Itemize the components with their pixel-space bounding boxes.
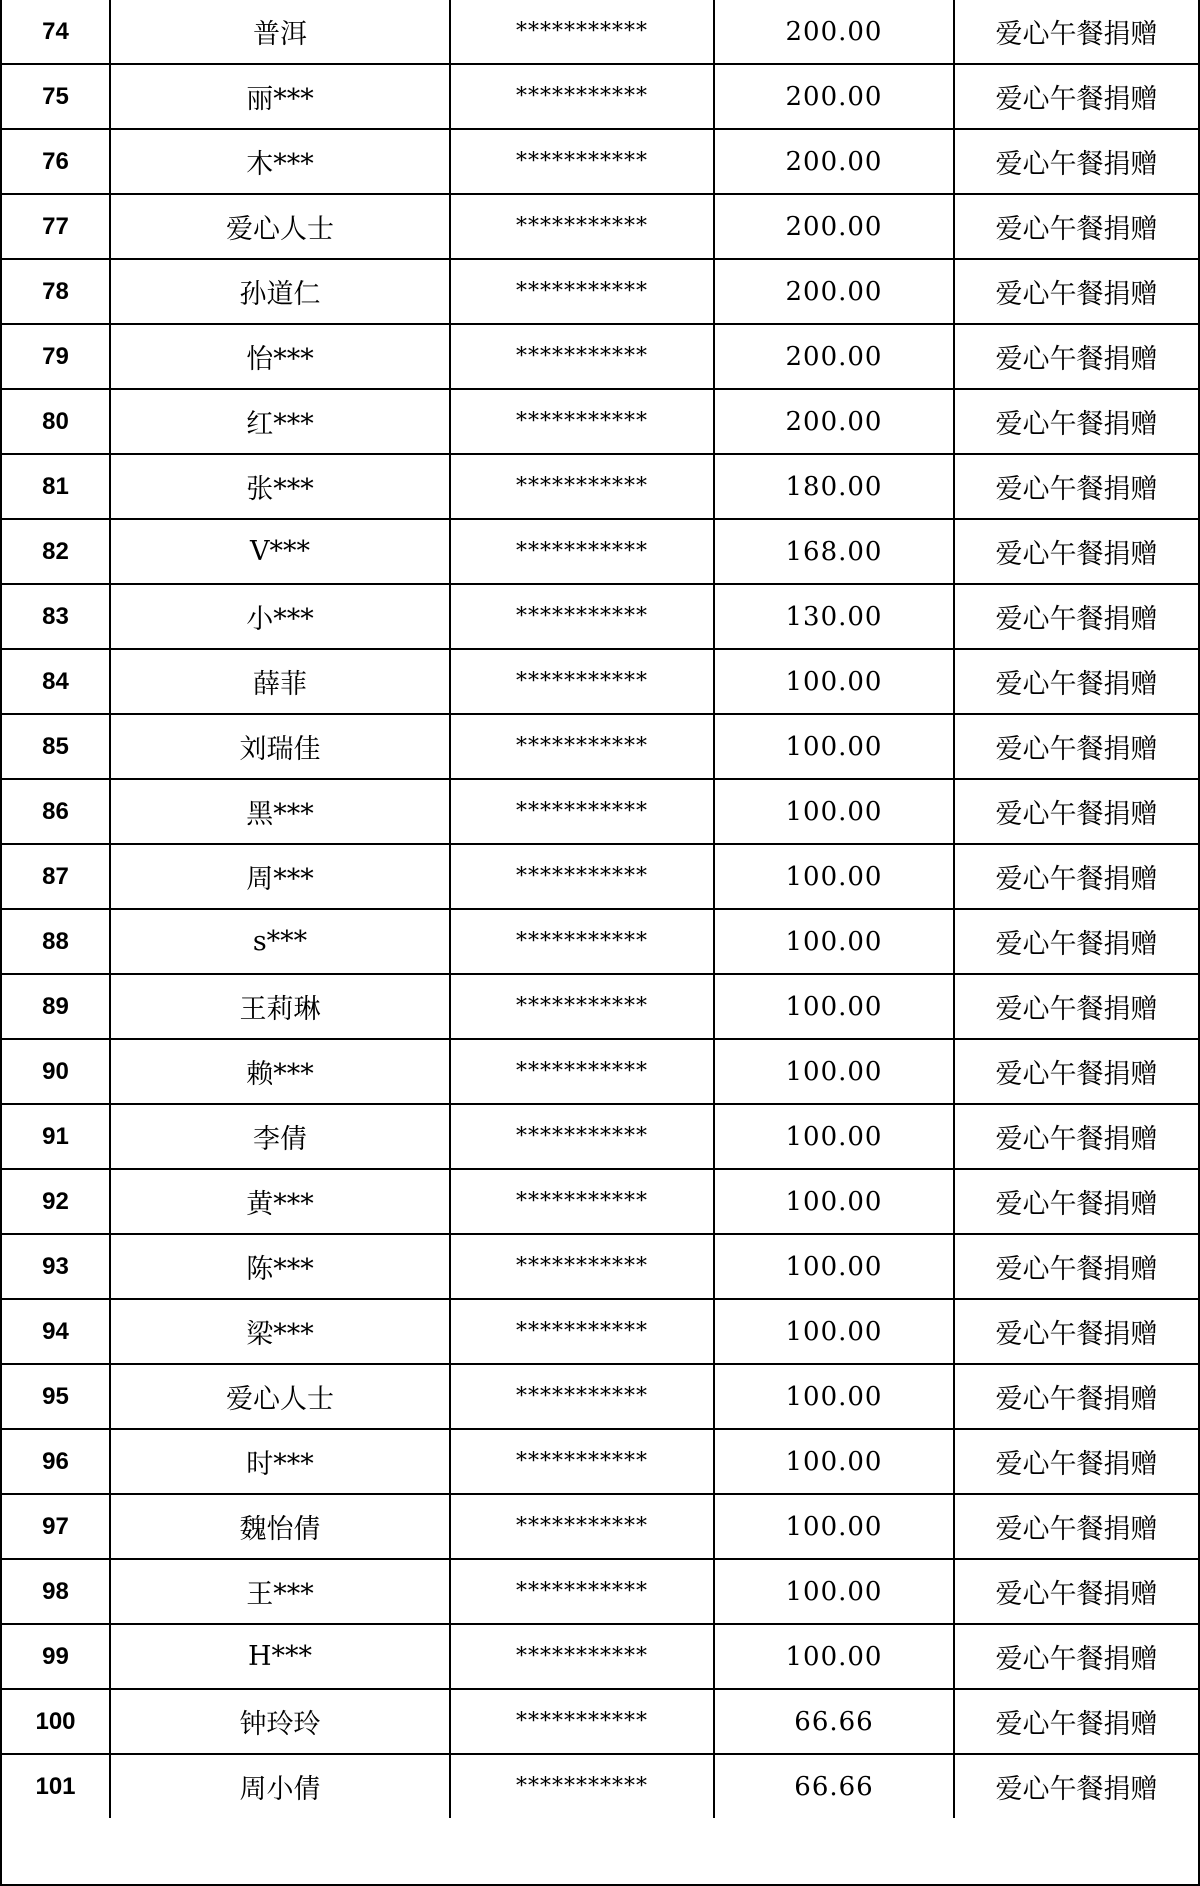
cell-serial-number: 98: [2, 1559, 110, 1624]
cell-amount: 100.00: [714, 1364, 954, 1429]
table-row: [2, 1494, 1198, 1559]
cell-serial-number: 82: [2, 519, 110, 584]
cell-amount: 100.00: [714, 909, 954, 974]
cell-donor-name: 魏怡倩: [110, 1494, 450, 1559]
cell-amount: 200.00: [714, 324, 954, 389]
cell-donor-name: H***: [110, 1624, 450, 1689]
cell-masked-id: ***********: [450, 1559, 714, 1624]
cell-serial-number: 93: [2, 1234, 110, 1299]
cell-purpose: 爱心午餐捐赠: [954, 1234, 1198, 1299]
table-row: [2, 844, 1198, 909]
cell-serial-number: 78: [2, 259, 110, 324]
table-row: [2, 64, 1198, 129]
cell-purpose: 爱心午餐捐赠: [954, 1039, 1198, 1104]
cell-masked-id: ***********: [450, 974, 714, 1039]
cell-donor-name: 时***: [110, 1429, 450, 1494]
table-row: [2, 1689, 1198, 1754]
cell-masked-id: ***********: [450, 1299, 714, 1364]
cell-serial-number: 83: [2, 584, 110, 649]
cell-serial-number: 89: [2, 974, 110, 1039]
donation-table-body: [2, 0, 1198, 1818]
cell-purpose: 爱心午餐捐赠: [954, 0, 1198, 64]
cell-amount: 100.00: [714, 714, 954, 779]
cell-purpose: 爱心午餐捐赠: [954, 1299, 1198, 1364]
table-row: [2, 389, 1198, 454]
cell-masked-id: ***********: [450, 454, 714, 519]
cell-purpose: 爱心午餐捐赠: [954, 64, 1198, 129]
cell-donor-name: 爱心人士: [110, 1364, 450, 1429]
cell-masked-id: ***********: [450, 1689, 714, 1754]
cell-serial-number: 96: [2, 1429, 110, 1494]
cell-purpose: 爱心午餐捐赠: [954, 584, 1198, 649]
cell-masked-id: ***********: [450, 1104, 714, 1169]
cell-serial-number: 87: [2, 844, 110, 909]
table-row: [2, 1429, 1198, 1494]
cell-purpose: 爱心午餐捐赠: [954, 259, 1198, 324]
cell-serial-number: 100: [2, 1689, 110, 1754]
cell-purpose: 爱心午餐捐赠: [954, 649, 1198, 714]
cell-amount: 100.00: [714, 649, 954, 714]
cell-donor-name: 普洱: [110, 0, 450, 64]
table-row: [2, 1624, 1198, 1689]
cell-amount: 100.00: [714, 1169, 954, 1234]
cell-serial-number: 75: [2, 64, 110, 129]
cell-purpose: 爱心午餐捐赠: [954, 1754, 1198, 1818]
table-row: [2, 974, 1198, 1039]
cell-serial-number: 79: [2, 324, 110, 389]
cell-purpose: 爱心午餐捐赠: [954, 519, 1198, 584]
cell-masked-id: ***********: [450, 1624, 714, 1689]
cell-serial-number: 86: [2, 779, 110, 844]
cell-amount: 200.00: [714, 389, 954, 454]
table-row: [2, 1039, 1198, 1104]
cell-serial-number: 94: [2, 1299, 110, 1364]
cell-masked-id: ***********: [450, 324, 714, 389]
cell-masked-id: ***********: [450, 259, 714, 324]
cell-purpose: 爱心午餐捐赠: [954, 194, 1198, 259]
cell-masked-id: ***********: [450, 1754, 714, 1818]
cell-serial-number: 88: [2, 909, 110, 974]
cell-serial-number: 95: [2, 1364, 110, 1429]
cell-amount: 100.00: [714, 779, 954, 844]
cell-donor-name: s***: [110, 909, 450, 974]
cell-donor-name: 王***: [110, 1559, 450, 1624]
cell-donor-name: 薛菲: [110, 649, 450, 714]
cell-amount: 100.00: [714, 844, 954, 909]
cell-purpose: 爱心午餐捐赠: [954, 1104, 1198, 1169]
table-row: [2, 1754, 1198, 1818]
cell-purpose: 爱心午餐捐赠: [954, 1494, 1198, 1559]
table-row: [2, 259, 1198, 324]
cell-masked-id: ***********: [450, 1169, 714, 1234]
cell-purpose: 爱心午餐捐赠: [954, 129, 1198, 194]
cell-donor-name: 周***: [110, 844, 450, 909]
cell-purpose: 爱心午餐捐赠: [954, 714, 1198, 779]
cell-amount: 200.00: [714, 0, 954, 64]
cell-amount: 100.00: [714, 1299, 954, 1364]
cell-masked-id: ***********: [450, 0, 714, 64]
cell-masked-id: ***********: [450, 714, 714, 779]
cell-serial-number: 85: [2, 714, 110, 779]
cell-masked-id: ***********: [450, 1364, 714, 1429]
table-row: [2, 324, 1198, 389]
cell-serial-number: 84: [2, 649, 110, 714]
cell-amount: 200.00: [714, 129, 954, 194]
cell-purpose: 爱心午餐捐赠: [954, 1429, 1198, 1494]
table-row: [2, 0, 1198, 64]
cell-masked-id: ***********: [450, 129, 714, 194]
cell-amount: 100.00: [714, 1494, 954, 1559]
cell-masked-id: ***********: [450, 1494, 714, 1559]
cell-serial-number: 81: [2, 454, 110, 519]
cell-purpose: 爱心午餐捐赠: [954, 1624, 1198, 1689]
cell-serial-number: 92: [2, 1169, 110, 1234]
cell-amount: 200.00: [714, 64, 954, 129]
cell-purpose: 爱心午餐捐赠: [954, 779, 1198, 844]
cell-masked-id: ***********: [450, 844, 714, 909]
cell-masked-id: ***********: [450, 1429, 714, 1494]
cell-serial-number: 91: [2, 1104, 110, 1169]
table-row: [2, 779, 1198, 844]
cell-donor-name: 钟玲玲: [110, 1689, 450, 1754]
table-row: [2, 194, 1198, 259]
cell-masked-id: ***********: [450, 1039, 714, 1104]
cell-purpose: 爱心午餐捐赠: [954, 324, 1198, 389]
cell-serial-number: 74: [2, 0, 110, 64]
table-row: [2, 649, 1198, 714]
cell-donor-name: 陈***: [110, 1234, 450, 1299]
cell-purpose: 爱心午餐捐赠: [954, 974, 1198, 1039]
cell-masked-id: ***********: [450, 64, 714, 129]
table-row: [2, 519, 1198, 584]
cell-donor-name: 李倩: [110, 1104, 450, 1169]
cell-donor-name: V***: [110, 519, 450, 584]
cell-amount: 168.00: [714, 519, 954, 584]
cell-donor-name: 丽***: [110, 64, 450, 129]
cell-serial-number: 101: [2, 1754, 110, 1818]
cell-amount: 100.00: [714, 974, 954, 1039]
cell-amount: 100.00: [714, 1429, 954, 1494]
cell-masked-id: ***********: [450, 389, 714, 454]
cell-amount: 100.00: [714, 1559, 954, 1624]
cell-masked-id: ***********: [450, 194, 714, 259]
cell-donor-name: 黄***: [110, 1169, 450, 1234]
cell-donor-name: 周小倩: [110, 1754, 450, 1818]
cell-purpose: 爱心午餐捐赠: [954, 909, 1198, 974]
table-row: [2, 714, 1198, 779]
table-row: [2, 1169, 1198, 1234]
donation-table: [2, 0, 1198, 1818]
cell-donor-name: 爱心人士: [110, 194, 450, 259]
table-row: [2, 1299, 1198, 1364]
cell-amount: 200.00: [714, 259, 954, 324]
cell-amount: 180.00: [714, 454, 954, 519]
cell-amount: 200.00: [714, 194, 954, 259]
cell-masked-id: ***********: [450, 519, 714, 584]
table-row: [2, 584, 1198, 649]
cell-amount: 66.66: [714, 1689, 954, 1754]
cell-donor-name: 刘瑞佳: [110, 714, 450, 779]
cell-purpose: 爱心午餐捐赠: [954, 1169, 1198, 1234]
table-row: [2, 129, 1198, 194]
cell-masked-id: ***********: [450, 649, 714, 714]
cell-amount: 66.66: [714, 1754, 954, 1818]
cell-purpose: 爱心午餐捐赠: [954, 1689, 1198, 1754]
cell-donor-name: 红***: [110, 389, 450, 454]
cell-serial-number: 80: [2, 389, 110, 454]
cell-donor-name: 张***: [110, 454, 450, 519]
table-row: [2, 1559, 1198, 1624]
cell-amount: 100.00: [714, 1039, 954, 1104]
table-row: [2, 454, 1198, 519]
cell-serial-number: 97: [2, 1494, 110, 1559]
cell-donor-name: 小***: [110, 584, 450, 649]
cell-purpose: 爱心午餐捐赠: [954, 1364, 1198, 1429]
cell-purpose: 爱心午餐捐赠: [954, 1559, 1198, 1624]
cell-serial-number: 99: [2, 1624, 110, 1689]
cell-masked-id: ***********: [450, 779, 714, 844]
cell-purpose: 爱心午餐捐赠: [954, 844, 1198, 909]
cell-donor-name: 王莉琳: [110, 974, 450, 1039]
cell-donor-name: 怡***: [110, 324, 450, 389]
table-row: [2, 1234, 1198, 1299]
cell-masked-id: ***********: [450, 1234, 714, 1299]
cell-donor-name: 梁***: [110, 1299, 450, 1364]
cell-masked-id: ***********: [450, 584, 714, 649]
cell-amount: 100.00: [714, 1624, 954, 1689]
cell-donor-name: 黑***: [110, 779, 450, 844]
cell-serial-number: 76: [2, 129, 110, 194]
table-row: [2, 909, 1198, 974]
cell-amount: 130.00: [714, 584, 954, 649]
cell-masked-id: ***********: [450, 909, 714, 974]
cell-donor-name: 孙道仁: [110, 259, 450, 324]
cell-amount: 100.00: [714, 1104, 954, 1169]
table-row: [2, 1104, 1198, 1169]
cell-purpose: 爱心午餐捐赠: [954, 454, 1198, 519]
cell-amount: 100.00: [714, 1234, 954, 1299]
cell-donor-name: 赖***: [110, 1039, 450, 1104]
cell-purpose: 爱心午餐捐赠: [954, 389, 1198, 454]
cell-donor-name: 木***: [110, 129, 450, 194]
cell-serial-number: 77: [2, 194, 110, 259]
table-row: [2, 1364, 1198, 1429]
cell-serial-number: 90: [2, 1039, 110, 1104]
